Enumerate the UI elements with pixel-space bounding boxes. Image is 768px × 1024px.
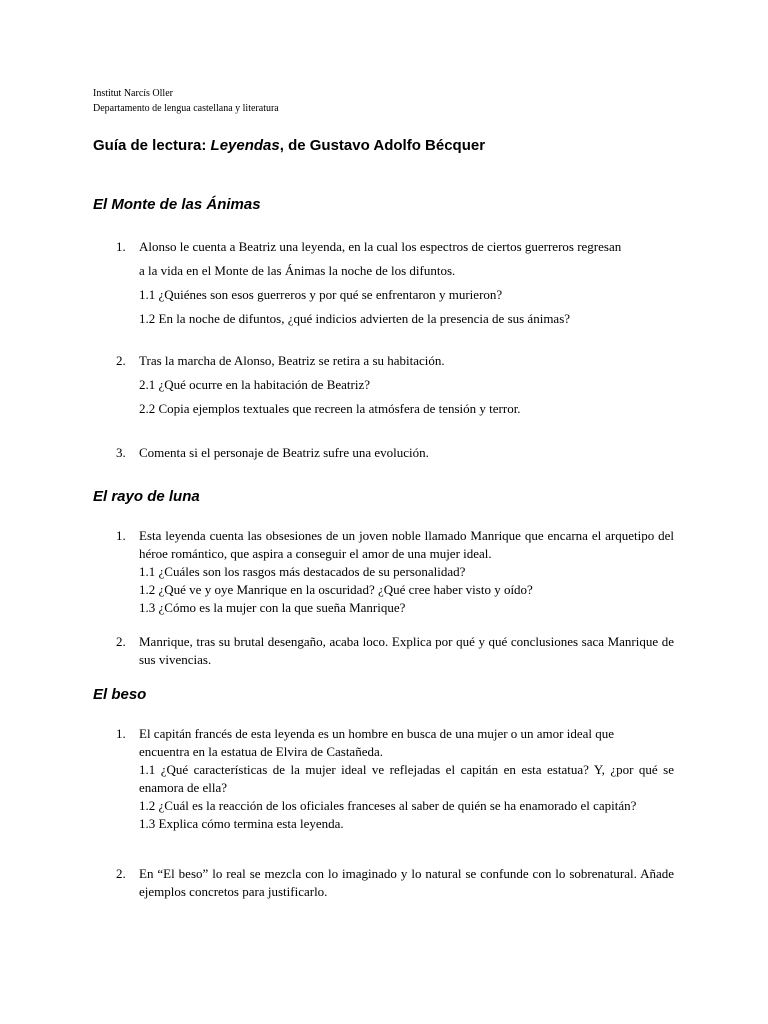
question-paragraph: Manrique, tras su brutal desengaño, acaba loco. Explica por qué y qué conclusiones saca Manrique de sus vivencias. bbox=[139, 634, 674, 667]
subquestion: 1.3 ¿Cómo es la mujer con la que sueña Manrique? bbox=[139, 600, 406, 615]
subquestion: 1.2 ¿Cuál es la reacción de los oficiales franceses al saber de quién se ha enamorado el capitán? bbox=[139, 798, 637, 813]
question-text bbox=[139, 235, 674, 331]
question-item bbox=[116, 725, 674, 833]
title-work: Leyendas bbox=[210, 137, 280, 154]
question-number: 2. bbox=[116, 353, 126, 368]
question-number: 1. bbox=[116, 239, 126, 254]
subquestion: 1.1 ¿Cuáles son los rasgos más destacados de su personalidad? bbox=[139, 564, 466, 579]
department-name: Departamento de lengua castellana y literatura bbox=[93, 103, 279, 114]
question-text bbox=[139, 633, 674, 669]
question-item bbox=[116, 527, 674, 617]
title-prefix: Guía de lectura: bbox=[93, 137, 211, 154]
question-item bbox=[116, 865, 674, 901]
question-text bbox=[139, 725, 674, 833]
question-item bbox=[116, 441, 674, 465]
question-line: Tras la marcha de Alonso, Beatriz se retira a su habitación. bbox=[139, 353, 445, 368]
question-text bbox=[139, 441, 674, 465]
subquestion: 1.2 En la noche de difuntos, ¿qué indicios advierten de la presencia de sus ánimas? bbox=[139, 311, 571, 326]
question-line: Alonso le cuenta a Beatriz una leyenda, en la cual los espectros de ciertos guerreros regresan bbox=[139, 239, 622, 254]
question-line: a la vida en el Monte de las Ánimas la noche de los difuntos. bbox=[139, 263, 456, 278]
question-number: 1. bbox=[116, 726, 126, 741]
section-heading-beso: El beso bbox=[93, 686, 147, 703]
question-item bbox=[116, 633, 674, 669]
question-paragraph: Esta leyenda cuenta las obsesiones de un joven noble llamado Manrique que encarna el arquetipo del héroe romántico, que aspira a conseguir el amor de una mujer ideal. bbox=[139, 528, 674, 561]
question-item bbox=[116, 349, 674, 421]
question-number: 1. bbox=[116, 528, 126, 543]
question-number: 2. bbox=[116, 634, 126, 649]
subquestion: 1.3 Explica cómo termina esta leyenda. bbox=[139, 816, 344, 831]
title-suffix: , de Gustavo Adolfo Bécquer bbox=[279, 137, 486, 154]
subquestion: 2.1 ¿Qué ocurre en la habitación de Beatriz? bbox=[139, 377, 370, 392]
question-number: 3. bbox=[116, 445, 126, 460]
subquestion: 2.2 Copia ejemplos textuales que recreen la atmósfera de tensión y terror. bbox=[139, 401, 521, 416]
question-line: El capitán francés de esta leyenda es un hombre en busca de una mujer o un amor ideal que bbox=[139, 726, 615, 741]
page-title bbox=[93, 137, 485, 154]
question-line: encuentra en la estatua de Elvira de Castañeda. bbox=[139, 744, 383, 759]
section-heading-rayo: El rayo de luna bbox=[93, 488, 200, 505]
subquestion: 1.1 ¿Quiénes son esos guerreros y por qué se enfrentaron y murieron? bbox=[139, 287, 503, 302]
question-text bbox=[139, 527, 674, 617]
question-item bbox=[116, 235, 674, 331]
subquestion: 1.1 ¿Qué características de la mujer ideal ve reflejadas el capitán en esta estatua? Y, ¿por qué se enamora de ella? bbox=[139, 762, 674, 795]
question-text bbox=[139, 349, 674, 421]
question-text bbox=[139, 865, 674, 901]
section-heading-monte: El Monte de las Ánimas bbox=[93, 196, 261, 213]
question-line: Comenta si el personaje de Beatriz sufre una evolución. bbox=[139, 445, 429, 460]
question-paragraph: En “El beso” lo real se mezcla con lo imaginado y lo natural se confunde con lo sobrenatural. Añade ejemplos concretos para justificarlo. bbox=[139, 866, 674, 899]
document-header bbox=[93, 86, 279, 116]
question-number: 2. bbox=[116, 866, 126, 881]
institution-name: Institut Narcís Oller bbox=[93, 88, 173, 99]
subquestion: 1.2 ¿Qué ve y oye Manrique en la oscuridad? ¿Qué cree haber visto y oído? bbox=[139, 582, 533, 597]
